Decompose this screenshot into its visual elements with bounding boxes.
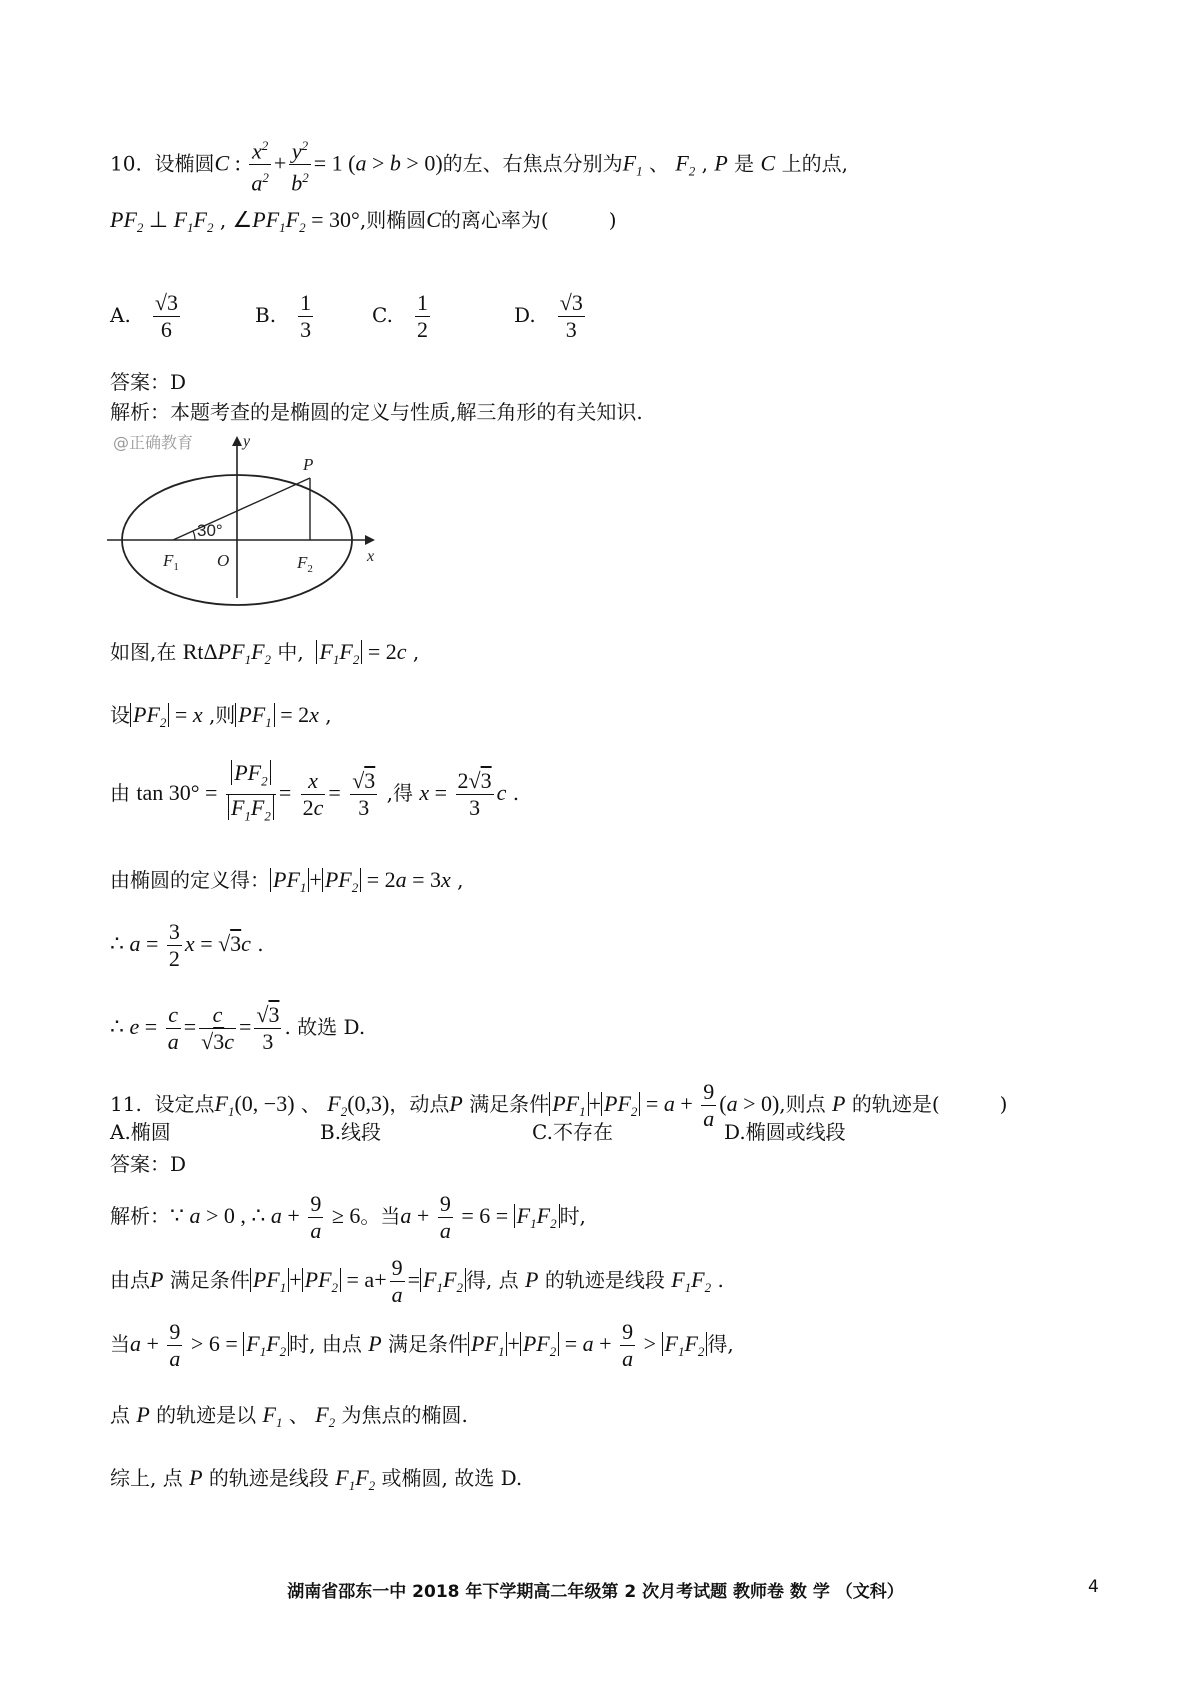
q10-stem-line2: $PF_2$ ⊥ $F_1F_2$ , $\angle PF_1F_2 = 30^\circ$,则椭圆C的离心率为( ) bbox=[110, 207, 617, 235]
q10-analysis: 解析：本题考查的是椭圆的定义与性质,解三角形的有关知识. bbox=[110, 400, 643, 424]
q10-option-c: C. $\frac{1}{2}$ bbox=[372, 290, 429, 342]
q11-answer: 答案：D bbox=[110, 1152, 187, 1176]
q11-step2: 由点P 满足条件 $PF_1 + PF_2 = a+$ $\frac{9}{a}$ = $F_1F_2$ 得, 点 P 的轨迹是线段 $F_1F_2$ . bbox=[110, 1255, 724, 1307]
angle-label: 30° bbox=[197, 521, 223, 540]
q10-option-b: B. $\frac{1}{3}$ bbox=[255, 290, 312, 342]
q10-option-d: D. $\frac{√3}{3}$ bbox=[514, 290, 583, 342]
q11-option-c: C.不存在 bbox=[532, 1120, 613, 1144]
label-y: y bbox=[243, 433, 251, 450]
q10-step4: 由椭圆的定义得： $PF_1 + PF_2 = 2a = 3x$ , bbox=[110, 867, 464, 895]
q11-option-a: A.椭圆 bbox=[110, 1120, 171, 1144]
q10-step2: 设 $PF_2 = x$ ,则 $PF_1 = 2x$ , bbox=[110, 702, 332, 730]
q11-step1: 解析：∵ a > 0 , ∴ a + $\frac{9}{a}$ ≥ 6。当a + $\frac{9}{a}$ = $6 = F_1F_2$ 时, bbox=[110, 1191, 586, 1243]
q10-step1: 如图,在 $Rt\Delta PF_1F_2$ 中, $F_1F_2 = 2c$ , bbox=[110, 639, 420, 667]
q11-step3: 当a + $\frac{9}{a}$ > $6 = F_1F_2$ 时, 由点 P 满足条件 $PF_1 + PF_2 = a$ + $\frac{9}{a}$ > $F_1F_2$ 得, bbox=[110, 1319, 734, 1371]
q11-option-b: B.线段 bbox=[320, 1120, 382, 1144]
q11-number: 11. bbox=[110, 1092, 142, 1116]
page-footer: 湖南省邵东一中 2018 年下学期高二年级第 2 次月考试题 教师卷 数 学 （文科） bbox=[287, 1582, 904, 1602]
q10-stem: 10. 设椭圆C : $\frac{x^2}{a^2}$ + $\frac{y^2}{b^2}$ = 1 (a > b > 0)的左、右焦点分别为$F_1$ 、 $F_2$ , P 是 C 上的点, bbox=[110, 133, 848, 193]
label-p: P bbox=[303, 455, 314, 474]
q10-step5: ∴ a = $\frac{3}{2}$ x = √3c . bbox=[110, 919, 264, 971]
ellipse-figure bbox=[105, 428, 395, 608]
q10-option-a: A. $\frac{√3}{6}$ bbox=[110, 290, 178, 342]
label-f1: $F_1$ bbox=[163, 551, 179, 573]
q11-step4: 点 P 的轨迹是以 $F_1$ 、 $F_2$ 为焦点的椭圆. bbox=[110, 1402, 468, 1430]
q11-step5: 综上, 点 P 的轨迹是线段 $F_1F_2$ 或椭圆, 故选 D. bbox=[110, 1465, 523, 1493]
q11-option-d: D.椭圆或线段 bbox=[724, 1120, 846, 1144]
q10-answer: 答案：D bbox=[110, 370, 187, 394]
label-x: x bbox=[367, 548, 375, 565]
page-number: 4 bbox=[1088, 1577, 1099, 1597]
q11-stem: 11. 设定点$F_1(0$, −3) 、 $F_2(0,3)$，动点P 满足条件 $PF_1 + PF_2 = a$ + $\frac{9}{a}$ (a > 0),则点 P 的轨迹是( ) bbox=[110, 1079, 1008, 1131]
label-o: O bbox=[217, 551, 230, 570]
q10-step6: ∴ e = $\frac{c}{a}$ = $\frac{c}{√3c}$ = $\frac{√3}{3}$ . 故选 D. bbox=[110, 1002, 366, 1054]
q10-number: 10. bbox=[110, 151, 142, 176]
label-f2: $F_2$ bbox=[297, 553, 313, 575]
q10-step3: 由 tan 30° = $\frac{PF_2}{F_1F_2}$ = $\frac{x}{2c}$ = $\frac{√3}{3}$ ,得 x = $\frac{2√3}{3}$ c . bbox=[110, 759, 520, 824]
segment-pf1 bbox=[173, 478, 310, 540]
watermark: @正确教育 bbox=[113, 433, 194, 452]
